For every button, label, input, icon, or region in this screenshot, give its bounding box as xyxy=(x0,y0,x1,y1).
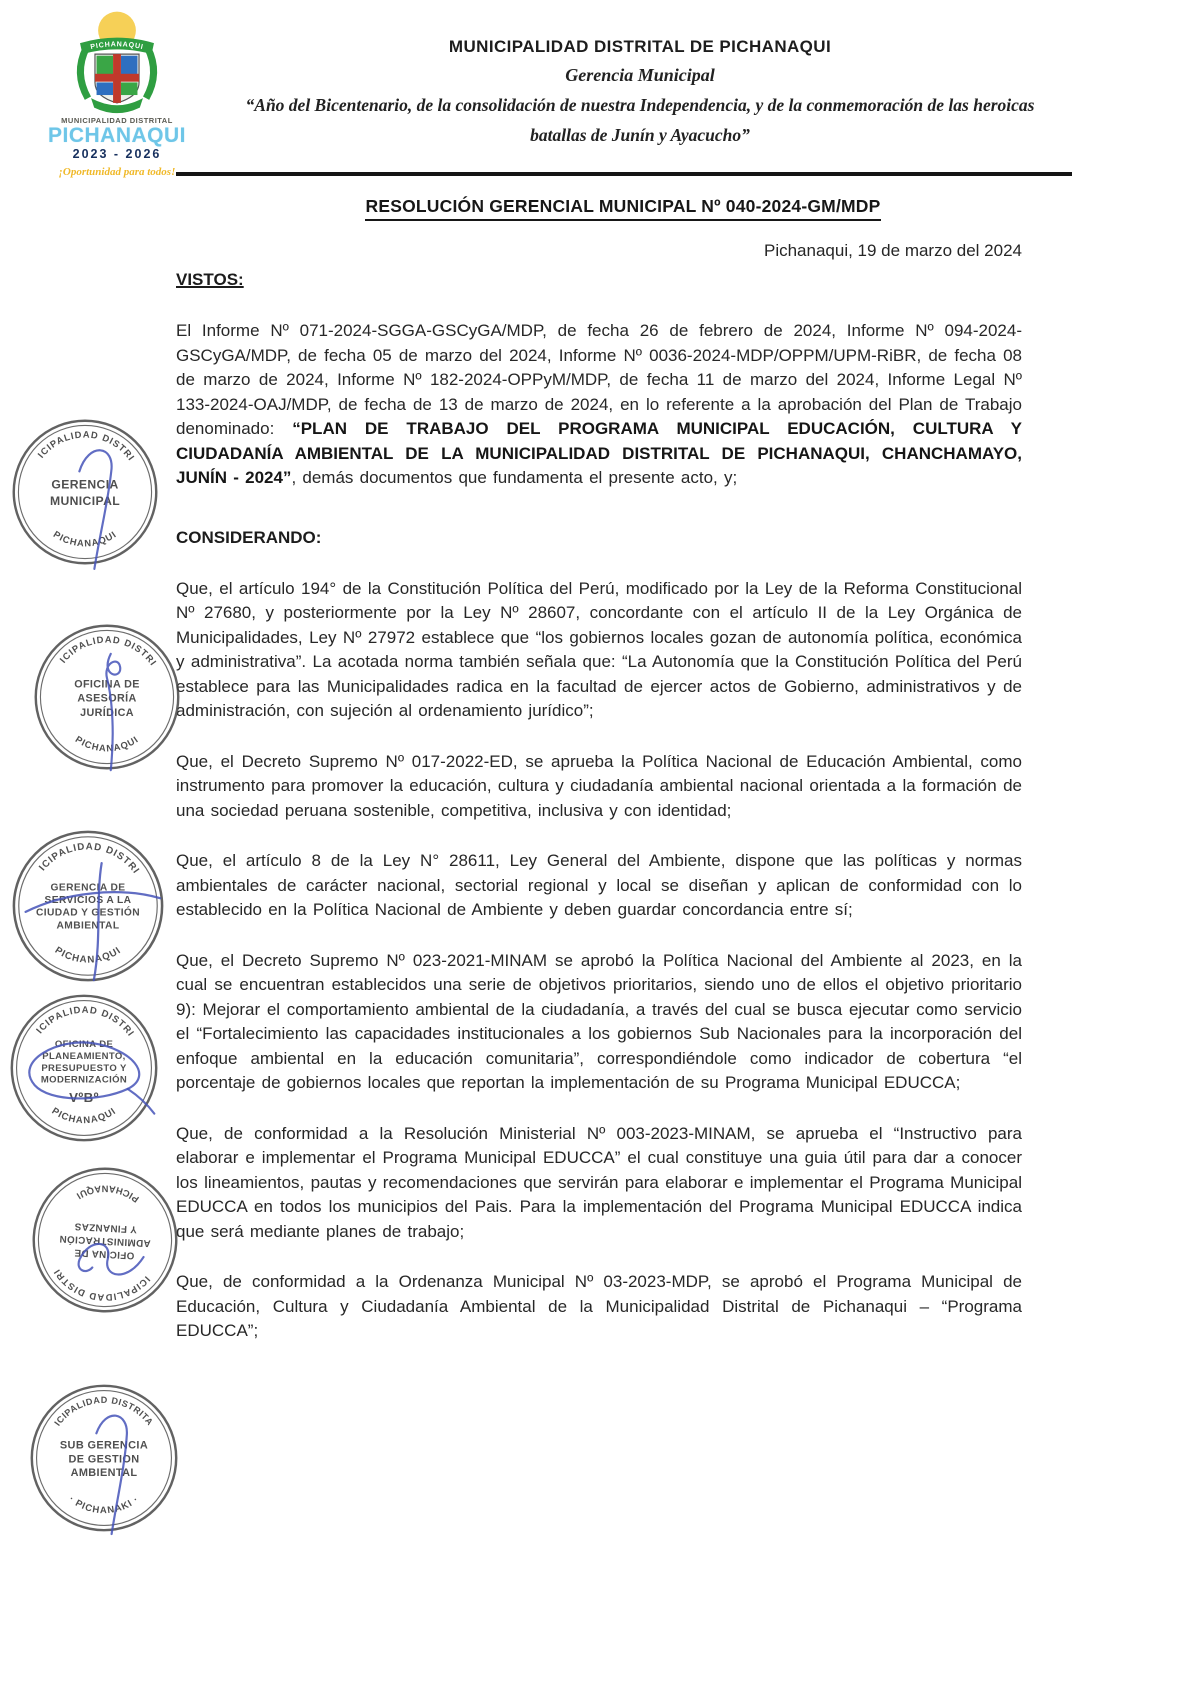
svg-text:PRESUPUESTO Y: PRESUPUESTO Y xyxy=(41,1062,127,1074)
considerando-paragraph-6: Que, de conformidad a la Ordenanza Municipal Nº 03-2023-MDP, se aprobó el Programa Municipal de Educación, Cultura y Ciudadanía Ambiental de la Municipalidad Distrital de Pichanaqui – “Programa EDUCCA”; xyxy=(176,1272,1022,1340)
svg-text:SUB GERENCIA: SUB GERENCIA xyxy=(59,1439,149,1452)
logo-slogan: ¡Oportunidad para todos! xyxy=(58,166,176,178)
svg-text:OFICINA DE: OFICINA DE xyxy=(74,678,140,691)
svg-text:VºBº: VºBº xyxy=(69,1090,99,1106)
svg-text:PICHANAQUI: PICHANAQUI xyxy=(52,944,124,966)
signature-stroke xyxy=(79,450,111,569)
svg-text:MUNICIPALIDAD DISTRITAL: MUNICIPALIDAD DISTRITAL xyxy=(5,409,137,463)
svg-text:GERENCIA DE: GERENCIA DE xyxy=(50,882,126,894)
resolution-title-wrap xyxy=(176,196,1070,221)
document-body xyxy=(176,241,1022,1344)
resolution-title: RESOLUCIÓN GERENCIAL MUNICIPAL Nº 040-2024-GM/MDP xyxy=(365,196,880,221)
svg-text:ASESORÍA: ASESORÍA xyxy=(77,692,137,705)
stamp-administracion-finanzas xyxy=(26,1161,184,1328)
svg-text:PICHANAQUI: PICHANAQUI xyxy=(73,734,141,754)
svg-text:MUNICIPALIDAD DISTRITAL: MUNICIPALIDAD DISTRITAL xyxy=(51,1266,181,1328)
vistos-paragraph-lead: El Informe Nº 071-2024-SGGA-GSCyGA/MDP, de fecha 26 de febrero de 2024, Informe Nº 094-2024-GSCyGA/MDP, de fecha 05 de marzo del 2024, Informe Nº 0036-2024-MDP/OPPM/UPM-RiBR, de fecha 08 de marzo de 2024, Informe Nº 182-2024-OPPyM/MDP, de fecha 11 de marzo del 2024, Informe Legal Nº 133-2024-OAJ/MDP, de fecha de 13 de marzo de 2024, en lo referente a la aprobación del Plan de Trabajo denominado: xyxy=(176,321,1022,438)
vistos-heading: VISTOS: xyxy=(176,270,244,289)
considerando-heading: CONSIDERANDO: xyxy=(176,527,322,547)
stamp-gerencia-municipal xyxy=(5,409,160,567)
svg-text:GERENCIA: GERENCIA xyxy=(51,477,119,492)
svg-text:PICHANAQUI: PICHANAQUI xyxy=(73,1183,141,1205)
svg-text:CIUDAD Y GESTIÓN: CIUDAD Y GESTIÓN xyxy=(35,907,141,919)
svg-text:MUNICIPALIDAD DISTRITAL: MUNICIPALIDAD DISTRITAL xyxy=(5,820,142,877)
stamp-sub-gerencia-gestion-ambiental xyxy=(23,1374,180,1534)
signature-stroke xyxy=(128,1089,155,1114)
stamp-asesoria-juridica xyxy=(27,614,182,772)
svg-text:MUNICIPALIDAD DISTRITAL: MUNICIPALIDAD DISTRITAL xyxy=(27,614,159,668)
plan-title-bold: “PLAN DE TRABAJO DEL PROGRAMA MUNICIPAL EDUCACIÓN, CULTURA Y CIUDADANÍA AMBIENTAL DE LA MUNICIPALIDAD DISTRITAL DE PICHANAQUI, CHANCHAMAYO, JUNÍN - 2024” xyxy=(176,419,1022,487)
svg-text:OFICINA DE: OFICINA DE xyxy=(73,1246,135,1261)
municipal-logo xyxy=(42,10,192,178)
svg-text:PICHANAQUI: PICHANAQUI xyxy=(51,529,119,549)
considerando-paragraph-2: Que, el Decreto Supremo Nº 017-2022-ED, se aprueba la Política Nacional de Educación Ambiental, como instrumento para promover la educación, cultura y ciudadanía ambiental nacional orientada a la formación de una sociedad peruana sostenible, competitiva, inclusiva y con identidad; xyxy=(176,751,1022,820)
svg-text:PICHANAQUI: PICHANAQUI xyxy=(49,1105,119,1127)
logo-subtitle: MUNICIPALIDAD DISTRITAL xyxy=(61,116,173,125)
considerando-paragraph-1: Que, el artículo 194° de la Constitución Política del Perú, modificado por la Ley de la Reforma Constitucional Nº 27680, y posteriormente por la Ley Nº 28607, concordante con el artículo II de la Ley Orgánica de Municipalidades, Ley Nº 27972 establece que “los gobiernos locales gozan de autonomía política, económica y administrativa”. La acotada norma también señala que: “La Autonomía que la Constitución Política del Perú establece para las Municipalidades radica en la facultad de ejercer actos de Gobierno, administrativos y de administración, con sujeción al ordenamiento jurídico”; xyxy=(176,578,1022,720)
coat-of-arms-icon xyxy=(58,10,176,114)
stamp-gerencia-servicios-ambiental xyxy=(5,820,166,984)
considerando-paragraph-5: Que, de conformidad a la Resolución Ministerial Nº 003-2023-MINAM, se aprueba el “Instructivo para elaborar e implementar el Programa Municipal EDUCCA” el cual constituye una guia útil para dar a conocer los lineamientos, pautas y recomendaciones que servirán para elaborar e implementar el Programa Municipal EDUCCA en todos los municipios del Pais. Para la implementación del Programa Municipal EDUCCA indica que será mediante planes de trabajo; xyxy=(176,1123,1022,1241)
considerando-paragraph-4: Que, el Decreto Supremo Nº 023-2021-MINAM se aprobó la Política Nacional del Ambiente al 2023, en la cual se encuentran establecidos una serie de objetivos prioritarios, siendo uno de ellos el objetivo prioritario 9): Mejorar el comportamiento ambiental de la ciudadanía, a través del cual se busca ejecutar como servicio el “Fortalecimiento las capacidades institucionales a los gobiernos Sub Nacionales para la incorporación del enfoque ambiental en la educación comunitaria”, correspondiéndole como indicador de cobertura “el porcentaje de gobiernos locales que reportan la implementación de su Programa Municipal EDUCCA; xyxy=(176,950,1022,1092)
svg-text:JURÍDICA: JURÍDICA xyxy=(80,706,134,719)
header-divider xyxy=(176,172,1072,176)
svg-text:PLANEAMIENTO,: PLANEAMIENTO, xyxy=(42,1050,126,1062)
vistos-paragraph xyxy=(176,319,1022,491)
svg-text:MUNICIPAL: MUNICIPAL xyxy=(49,494,121,509)
svg-text:OFICINA DE: OFICINA DE xyxy=(54,1039,114,1051)
svg-text:SERVICIOS A LA: SERVICIOS A LA xyxy=(44,895,132,907)
svg-text:MUNICIPALIDAD DISTRITAL: MUNICIPALIDAD DISTRITAL xyxy=(3,984,137,1039)
logo-banner-text: PICHANAQUI xyxy=(89,40,145,52)
svg-text:MUNICIPALIDAD DISTRITAL DE: MUNICIPALIDAD DISTRITAL DE xyxy=(23,1374,156,1428)
svg-text:· PICHANAKI ·: · PICHANAKI · xyxy=(66,1493,142,1517)
year-motto: “Año del Bicentenario, de la consolidación de nuestra Independencia, y de la conmemoración de las heroicas batallas de Junín y Ayacucho” xyxy=(245,95,1035,145)
logo-period: 2023 - 2026 xyxy=(72,147,162,161)
considerando-paragraph-3: Que, el artículo 8 de la Ley N° 28611, Ley General del Ambiente, dispone que las políticas y normas ambientales de carácter nacional, sectorial regional y local se diseñan y aplican de conformidad con lo establecido en la Política Nacional de Ambiente y deben guardar concordancia entre sí; xyxy=(176,851,1022,919)
svg-text:MODERNIZACIÓN: MODERNIZACIÓN xyxy=(40,1074,128,1086)
svg-text:Y FINANZAS: Y FINANZAS xyxy=(74,1220,138,1235)
svg-text:AMBIENTAL: AMBIENTAL xyxy=(70,1467,138,1480)
svg-text:DE GESTION: DE GESTION xyxy=(68,1453,140,1466)
dateline: Pichanaqui, 19 de marzo del 2024 xyxy=(763,241,1022,260)
svg-text:PICHANAQUI xyxy=(90,40,145,51)
svg-text:AMBIENTAL: AMBIENTAL xyxy=(56,920,120,932)
office-name: Gerencia Municipal xyxy=(565,65,715,85)
svg-text:ADMINISTRACIÓN: ADMINISTRACIÓN xyxy=(58,1232,151,1249)
logo-name: PICHANAQUI xyxy=(47,124,186,147)
stamp-planeamiento-presupuesto xyxy=(3,984,160,1144)
vistos-paragraph-tail: , demás documentos que fundamenta el presente acto, y; xyxy=(291,468,738,487)
masthead xyxy=(210,34,1070,150)
institution-name: MUNICIPALIDAD DISTRITAL DE PICHANAQUI xyxy=(448,37,832,56)
